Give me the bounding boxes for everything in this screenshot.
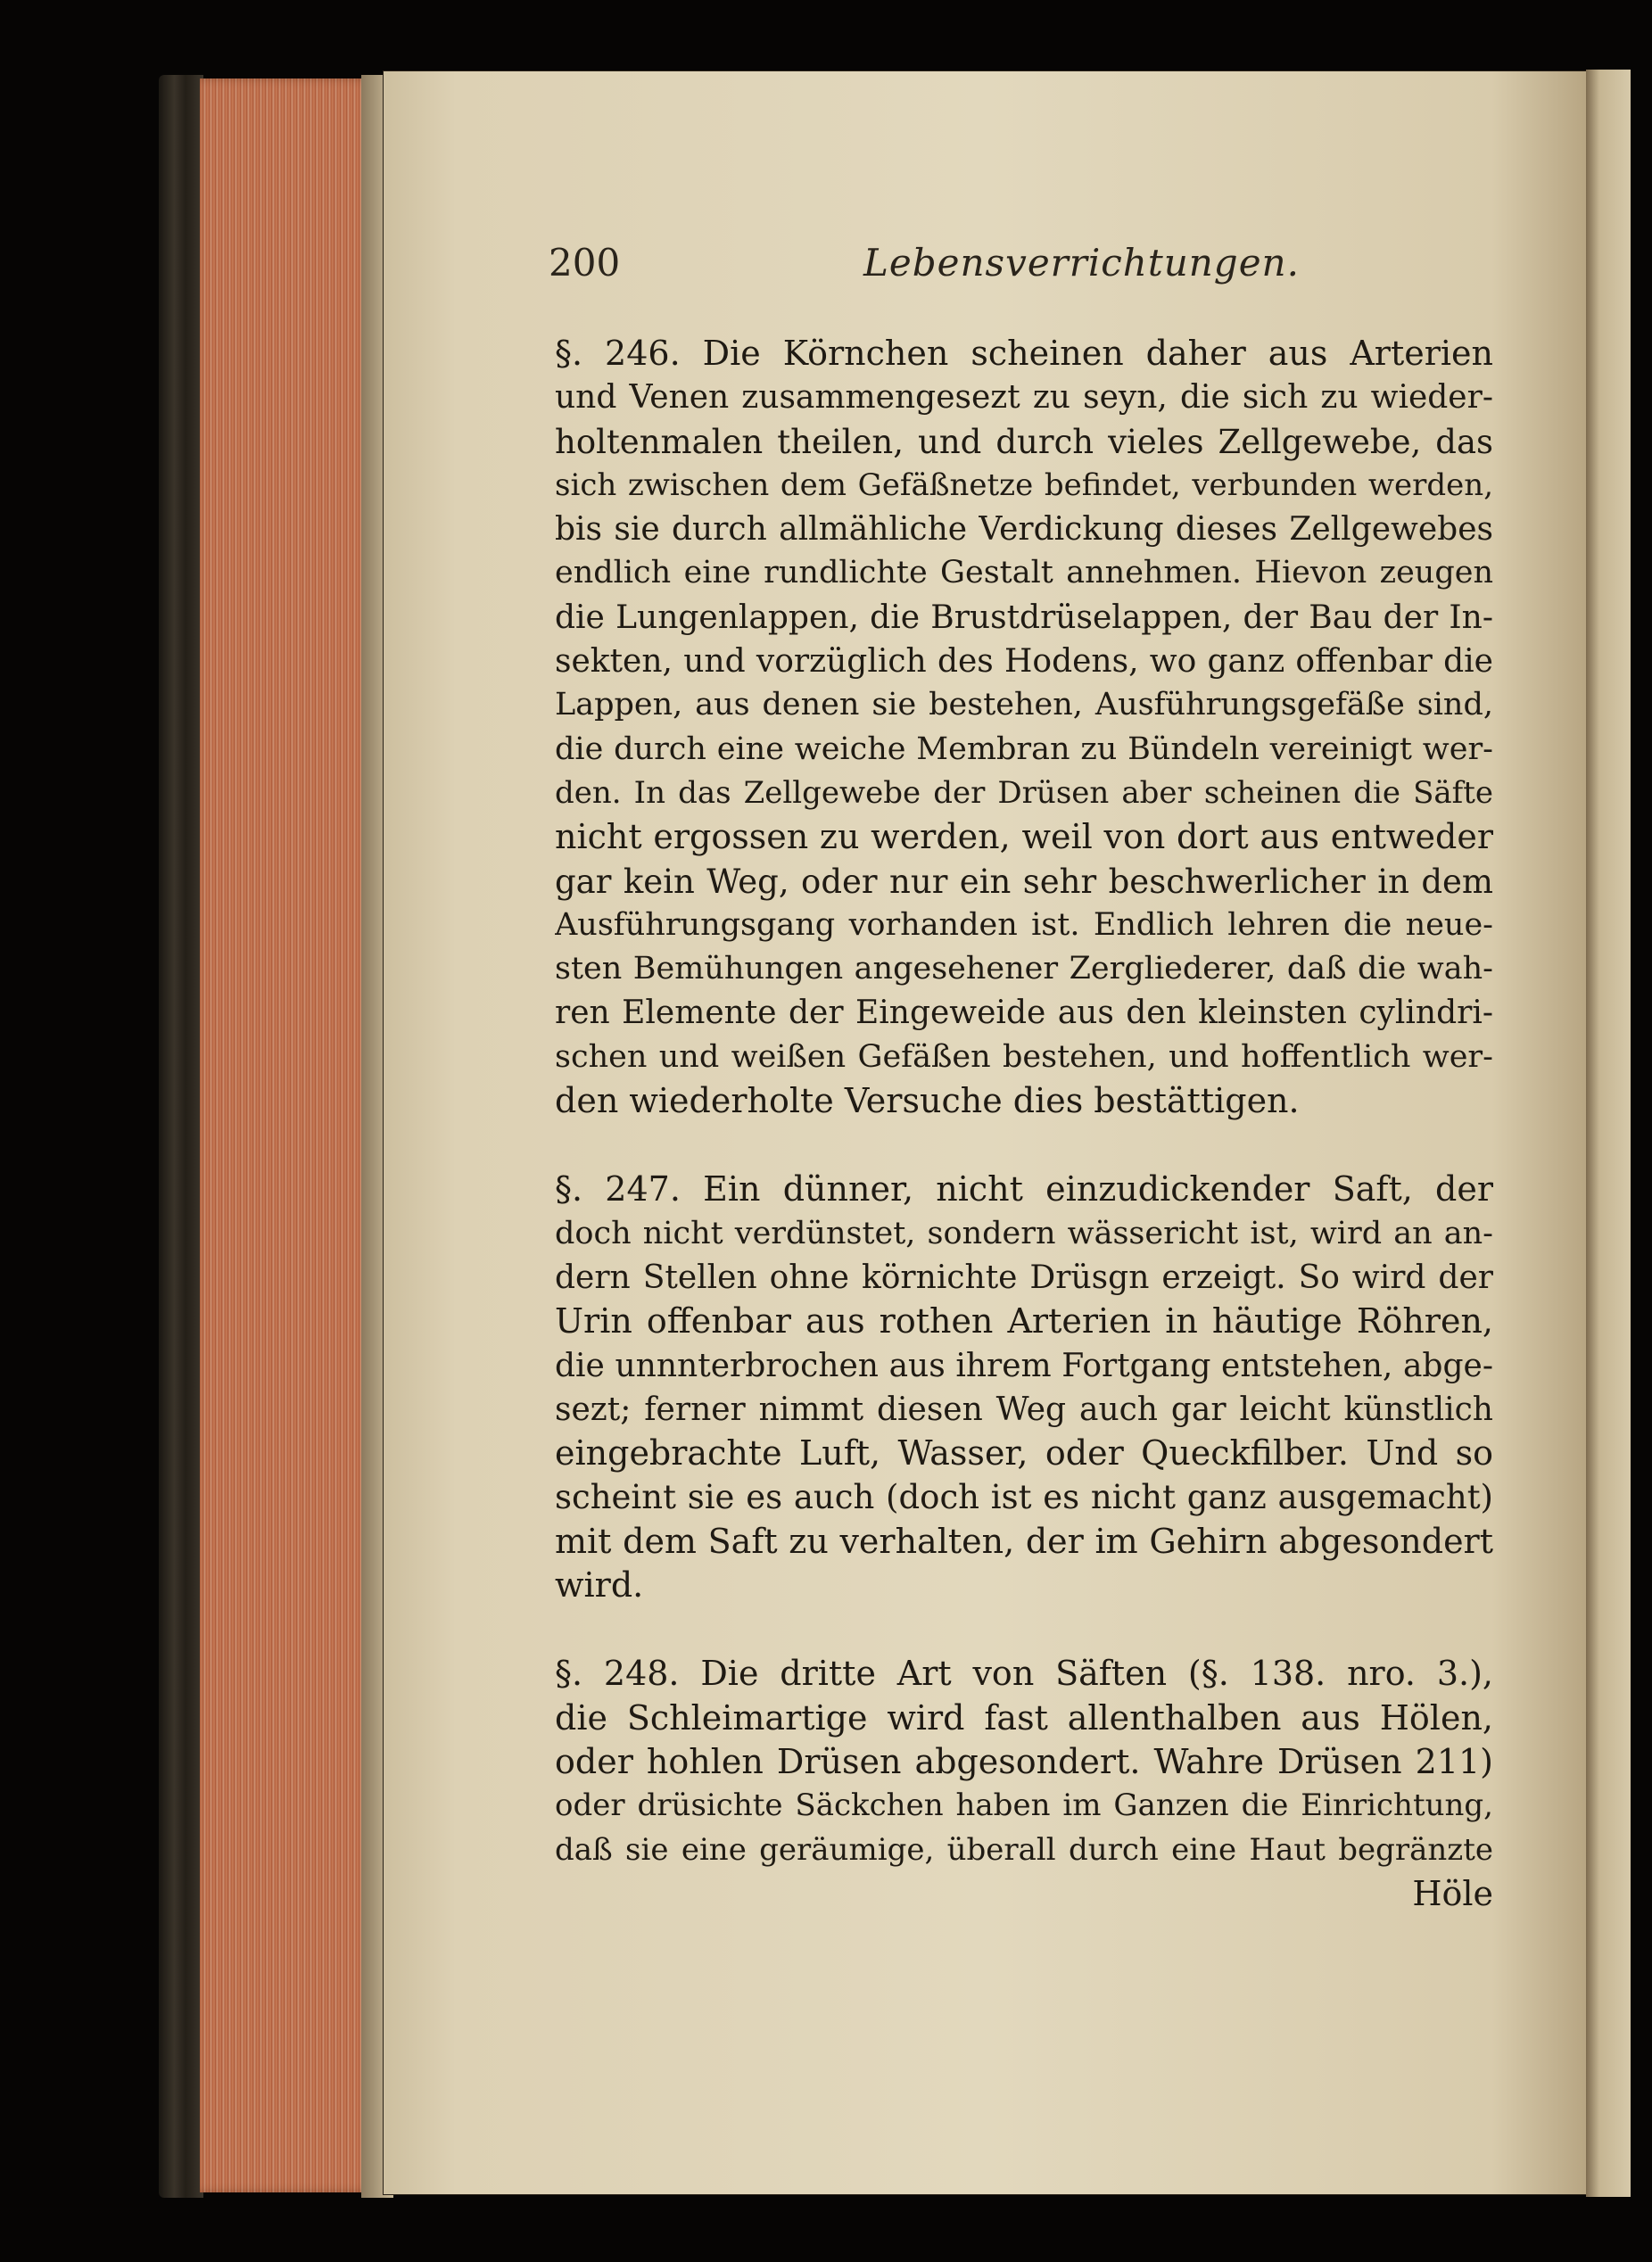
text-line: schen und weißen Gefäßen bestehen, und hoffentlich wer- <box>555 1038 1493 1075</box>
page-edges <box>200 78 378 2192</box>
text-line: bis sie durch allmähliche Verdickung dieses Zellgewebes <box>555 511 1493 549</box>
text-line: scheint sie es auch (doch ist es nicht ganz ausgemacht) <box>555 1478 1493 1517</box>
text-line: §. 247. Ein dünner, nicht einzudickender Saft, der <box>555 1169 1493 1209</box>
paragraph-247 <box>555 1168 1493 1607</box>
running-head <box>549 241 1494 303</box>
text-line: doch nicht verdünstet, sondern wässericht ist, wird an an- <box>555 1215 1493 1251</box>
text-line: dern Stellen ohne körnichte Drüsgn erzeigt. So wird der <box>555 1259 1493 1296</box>
text-line: sezt; ferner nimmt diesen Weg auch gar leicht künstlich <box>555 1391 1493 1428</box>
text-line: Ausführungsgang vorhanden ist. Endlich lehren die neue- <box>555 906 1493 943</box>
paragraph-246 <box>555 332 1493 1123</box>
text-line: mit dem Saft zu verhalten, der im Gehirn abgesondert <box>555 1521 1493 1561</box>
text-line: die durch eine weiche Membran zu Bündeln vereinigt wer- <box>555 731 1493 767</box>
page-number: 200 <box>549 241 621 285</box>
text-line: wird. <box>555 1565 644 1606</box>
paragraph-gap <box>555 1607 1493 1652</box>
text-line: endlich eine rundlichte Gestalt annehmen. Hievon zeugen <box>555 555 1493 591</box>
text-line: den wiederholte Versuche dies bestättigen. <box>555 1081 1300 1121</box>
text-line: die unnnterbrochen aus ihrem Fortgang entstehen, abge- <box>555 1347 1493 1384</box>
paragraph-gap <box>555 1123 1493 1168</box>
text-line: die Lungenlappen, die Brustdrüselappen, der Bau der In- <box>555 599 1493 636</box>
text-line: eingebrachte Luft, Wasser, oder Queckfilber. Und so <box>555 1433 1493 1474</box>
text-block <box>555 332 1493 1916</box>
text-line: daß sie eine geräumige, überall durch eine Haut begränzte <box>555 1831 1493 1868</box>
text-line: §. 248. Die dritte Art von Säften (§. 138. nro. 3.), <box>555 1654 1493 1694</box>
text-line: oder hohlen Drüsen abgesondert. Wahre Drüsen 211) <box>555 1741 1493 1781</box>
paragraph-248 <box>555 1652 1493 1916</box>
text-line: sich zwischen dem Gefäßnetze befindet, verbunden werden, <box>555 466 1493 503</box>
text-line: §. 246. Die Körnchen scheinen daher aus Arterien <box>555 334 1493 373</box>
text-line: gar kein Weg, oder nur ein sehr beschwerlicher in dem <box>555 862 1493 901</box>
running-title: Lebensverrichtungen. <box>863 241 1300 285</box>
text-line: oder drüsichte Säckchen haben im Ganzen die Einrichtung, <box>555 1787 1493 1824</box>
text-line: holtenmalen theilen, und durch vieles Zellgewebe, das <box>555 422 1493 461</box>
next-page-edge <box>1586 70 1631 2197</box>
text-line: sten Bemühungen angesehener Zergliederer, daß die wah- <box>555 951 1493 987</box>
text-line: die Schleimartige wird fast allenthalben aus Hölen, <box>555 1697 1493 1738</box>
text-line: Urin offenbar aus rothen Arterien in häutige Röhren, <box>555 1301 1493 1342</box>
text-line: nicht ergossen zu werden, weil von dort aus entweder <box>555 817 1493 857</box>
book-cover-edge <box>159 75 203 2198</box>
text-line: sekten, und vorzüglich des Hodens, wo ganz offenbar die <box>555 643 1493 681</box>
text-line: ren Elemente der Eingeweide aus den kleinsten cylindri- <box>555 995 1493 1032</box>
text-line: Lappen, aus denen sie bestehen, Ausführungsgefäße sind, <box>555 687 1493 723</box>
text-line: den. In das Zellgewebe der Drüsen aber scheinen die Säfte <box>555 774 1493 811</box>
text-line: und Venen zusammengesezt zu seyn, die sich zu wieder- <box>555 379 1493 417</box>
catchword: Höle <box>1412 1873 1493 1913</box>
